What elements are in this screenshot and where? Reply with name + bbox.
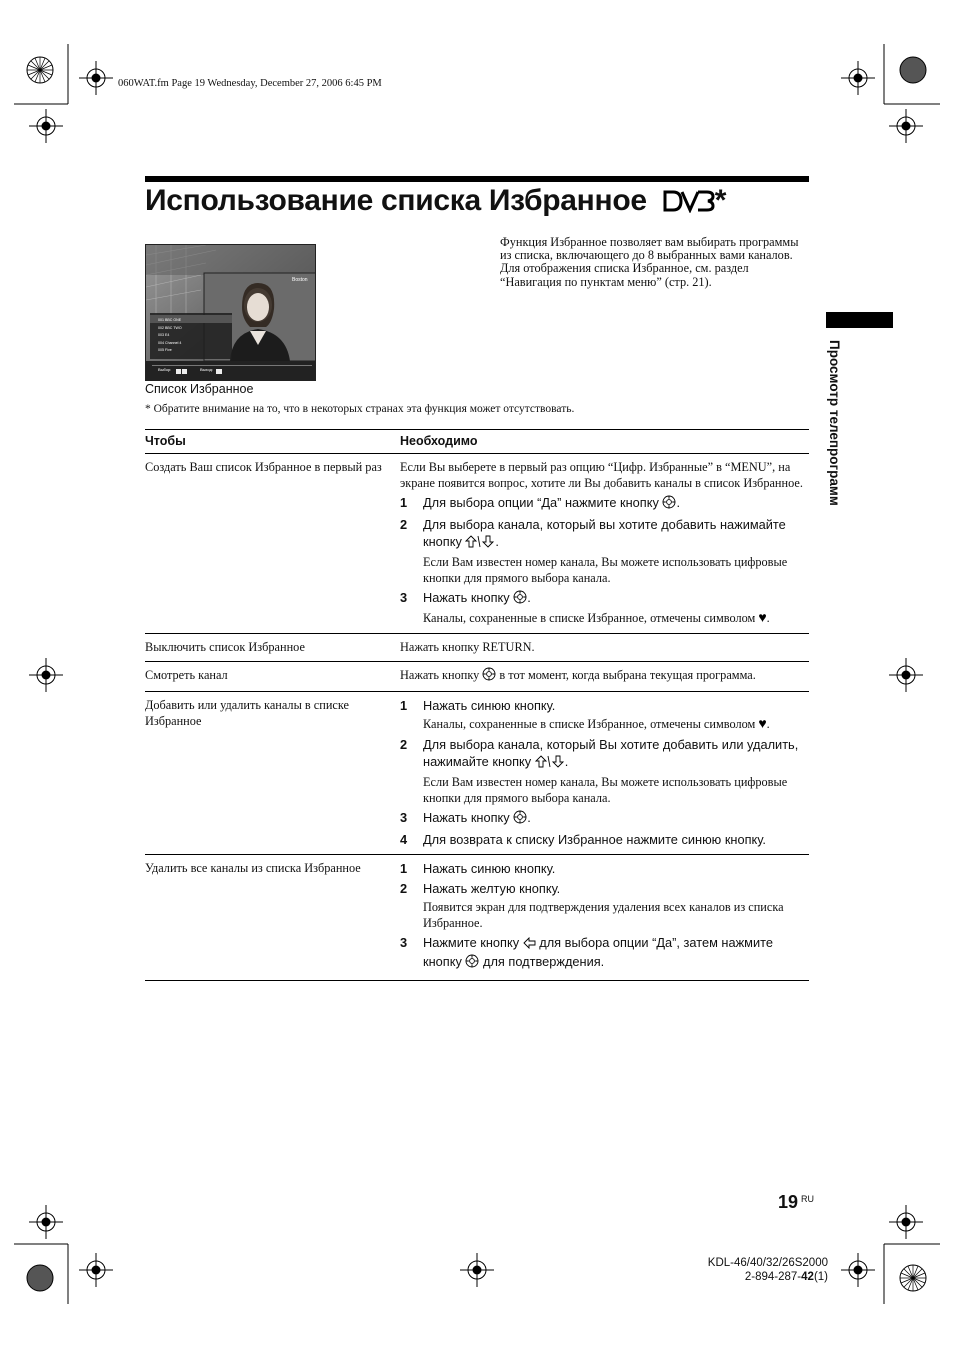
procedure-text: в тот момент, когда выбрана текущая программа. [499, 668, 756, 682]
step-text: Для выбора опции “Да” нажмите кнопку [423, 495, 659, 510]
row-procedure [400, 662, 809, 692]
step: 3 Нажать кнопку . [400, 809, 809, 828]
step: 3 Нажать кнопку . [400, 589, 809, 608]
step: 1 Для выбора опции “Да” нажмите кнопку . [400, 494, 809, 513]
step-note: Каналы, сохраненные в списке Избранное, отмечены символом ♥. [423, 717, 770, 732]
favourites-screenshot [145, 244, 316, 381]
enter-button-icon [513, 810, 527, 828]
row-action: Выключить список Избранное [145, 634, 400, 662]
file-info: 060WAT.fm Page 19 Wednesday, December 27, 2006 6:45 PM [118, 78, 382, 89]
step-number: 1 [400, 861, 408, 876]
screenshot-menu [158, 317, 182, 355]
enter-button-icon [513, 590, 527, 608]
step-number: 4 [400, 832, 408, 847]
heart-icon: ♥ [758, 717, 767, 732]
part-number-a: 2-894-287- [744, 1271, 802, 1283]
row-procedure: Нажать кнопку RETURN. [400, 634, 809, 662]
screenshot-city: Boston [292, 277, 308, 283]
part-number-c: (1) [813, 1271, 828, 1283]
procedure-text: Нажать кнопку [400, 668, 480, 682]
step: 2 Для выбора канала, который вы хотите добавить нажимайте кнопку . [400, 516, 809, 552]
part-number-b: 42 [801, 1271, 814, 1283]
step-note: Появится экран для подтверждения удаления всех каналов из списка Избранное. [423, 900, 784, 930]
step-text: Для выбора канала, который вы хотите добавить нажимайте кнопку [423, 517, 786, 549]
menu-row: 003 E4 [158, 333, 170, 338]
section-side-label [822, 340, 844, 570]
column-header-procedure: Необходимо [400, 430, 809, 454]
instructions-table [145, 429, 809, 981]
step-number: 3 [400, 590, 408, 605]
table-row [145, 662, 809, 692]
step-note-text: Каналы, сохраненные в списке Избранное, отмечены символом [423, 611, 756, 625]
step-text: для выбора опции “Да”, затем нажмите кнопку [423, 935, 773, 969]
dvb-logo-icon [663, 187, 715, 221]
page-number-value: 19 [778, 1192, 799, 1212]
step-number: 2 [400, 881, 408, 896]
left-arrow-icon [523, 936, 536, 953]
screenshot-footer-left: Выбор: [158, 367, 172, 372]
row-procedure [400, 692, 809, 855]
row-procedure [400, 454, 809, 634]
column-header-action: Чтобы [145, 430, 400, 454]
table-row [145, 692, 809, 855]
part-number [640, 1270, 828, 1284]
step [400, 934, 809, 972]
row-action: Смотреть канал [145, 662, 400, 692]
page-number [778, 1192, 814, 1213]
model-info [640, 1256, 828, 1284]
enter-button-icon [662, 495, 676, 513]
heart-icon: ♥ [758, 611, 767, 626]
step [400, 831, 809, 848]
enter-button-icon [465, 954, 479, 972]
menu-row: 005 Five [158, 348, 172, 353]
step [400, 880, 809, 897]
table-row [145, 454, 809, 634]
enter-button-icon [482, 667, 496, 685]
row-action: Добавить или удалить каналы в списке Избранное [145, 692, 400, 855]
step-note-text: Каналы, сохраненные в списке Избранное, отмечены символом [423, 717, 756, 731]
page-title [145, 184, 726, 221]
step-number: 1 [400, 698, 408, 713]
step-text: Для возврата к списку Избранное нажмите синюю кнопку. [423, 832, 766, 847]
step-number: 1 [400, 495, 408, 510]
title-asterisk: * [714, 184, 727, 217]
procedure-intro: Если Вы выберете в первый раз опцию “Цифр. Избранные” в “MENU”, на экране появится вопрос, хотите ли Вы добавить каналы в список Избранное. [400, 460, 803, 490]
step-text: Нажать синюю кнопку. [423, 861, 556, 876]
table-row [145, 634, 809, 662]
menu-row: 004 Channel 4 [158, 340, 182, 345]
menu-row: 001 BBC ONE [158, 318, 182, 322]
step-note: Если Вам известен номер канала, Вы можете использовать цифровые кнопки для прямого выбора канала. [423, 555, 788, 585]
step-text: для подтверждения. [482, 954, 605, 969]
row-action: Создать Ваш список Избранное в первый раз [145, 454, 400, 634]
step-number: 2 [400, 737, 408, 752]
step-number: 3 [400, 810, 408, 825]
table-header-row [145, 430, 809, 454]
screenshot-caption: Список Избранное [145, 382, 254, 396]
step-text: Нажать кнопку [423, 810, 510, 825]
screenshot-footer-right: Выход: [200, 367, 214, 372]
section-side-label-text: Просмотр телепрограмм [827, 340, 842, 506]
step-text: Нажать синюю кнопку. [423, 698, 556, 713]
footnote: * Обратите внимание на то, что в некоторых странах эта функция может отсутствовать. [145, 403, 575, 415]
up-down-arrow-icon [535, 755, 565, 772]
table-row [145, 855, 809, 981]
step [400, 697, 809, 714]
page-title-text: Использование списка Избранное [145, 184, 647, 217]
row-action: Удалить все каналы из списка Избранное [145, 855, 400, 981]
menu-row: 002 BBC TWO [158, 325, 182, 330]
intro-paragraph: Функция Избранное позволяет вам выбирать программы из списка, включающего до 8 выбранных вами каналов. Для отображения списка Избранное, см. раздел “Навигация по пунктам меню” (стр. 21). [500, 235, 799, 289]
step-number: 2 [400, 517, 408, 532]
section-tab [826, 312, 893, 328]
page-language: RU [801, 1194, 815, 1204]
row-procedure [400, 855, 809, 981]
step-text: Нажать желтую кнопку. [423, 881, 561, 896]
step-text: Для выбора канала, который Вы хотите добавить или удалить, нажимайте кнопку [423, 737, 799, 769]
step-note: Каналы, сохраненные в списке Избранное, отмечены символом ♥. [423, 611, 770, 626]
model-number: KDL-46/40/32/26S2000 [707, 1257, 828, 1269]
step [400, 860, 809, 877]
up-down-arrow-icon [465, 535, 495, 552]
step-number: 3 [400, 935, 408, 950]
step-text: Нажать кнопку [423, 590, 510, 605]
step-note: Если Вам известен номер канала, Вы можете использовать цифровые кнопки для прямого выбора канала. [423, 775, 788, 805]
title-rule [145, 176, 809, 182]
step-text: Нажмите кнопку [423, 935, 520, 950]
step: 2 Для выбора канала, который Вы хотите добавить или удалить, нажимайте кнопку . [400, 736, 809, 772]
